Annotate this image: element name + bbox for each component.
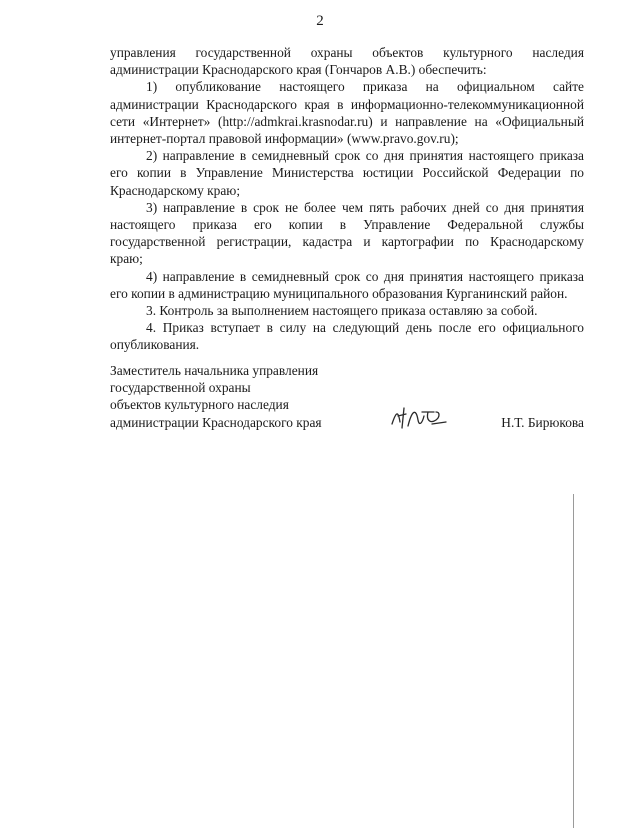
body-line: управления государственной охраны объектов культурного наследия	[110, 45, 584, 60]
signer-name: Н.Т. Бирюкова	[501, 414, 584, 430]
handwritten-signature	[388, 402, 450, 432]
signature-block	[110, 362, 584, 432]
body-line: настоящего приказа его копии в Управление Федеральной службы	[110, 217, 584, 233]
scan-artifact-line	[573, 494, 574, 828]
body-line: 4. Приказ вступает в силу на следующий день после его официального	[146, 320, 584, 336]
body-line: 4) направление в семидневный срок со дня принятия настоящего приказа	[146, 268, 584, 284]
signer-title-line: Заместитель начальника управления	[110, 363, 319, 378]
body-line: опубликования.	[110, 337, 200, 353]
body-line: 3. Контроль за выполнением настоящего приказа оставляю за собой.	[146, 303, 538, 319]
signature-row	[110, 414, 584, 432]
signer-title-line: администрации Краснодарского края	[110, 414, 322, 430]
signer-title-line: объектов культурного наследия	[110, 397, 289, 413]
body-line: его копии в Управление Министерства юстиции Российской Федерации по	[110, 165, 584, 181]
body-line: 2) направление в семидневный срок со дня принятия настоящего приказа	[146, 148, 584, 164]
body-line: администрации Краснодарского края в информационно-телекоммуникационной	[110, 96, 584, 112]
document-body	[110, 44, 584, 354]
body-line: 1) опубликование настоящего приказа на официальном сайте	[146, 79, 584, 95]
body-line: государственной регистрации, кадастра и картографии по Краснодарскому	[110, 234, 584, 250]
signer-title-line: государственной охраны	[110, 380, 251, 396]
body-line: Краснодарскому краю;	[110, 182, 241, 198]
body-line: сети «Интернет» (http://admkrai.krasnodar.ru) и направление на «Официальный	[110, 113, 584, 129]
body-line: администрации Краснодарского края (Гончаров А.В.) обеспечить:	[110, 62, 487, 78]
body-line: его копии в администрацию муниципального образования Курганинский район.	[110, 285, 568, 301]
body-line: интернет-портал правовой информации» (www.pravo.gov.ru);	[110, 131, 459, 147]
body-line: 3) направление в срок не более чем пять рабочих дней со дня принятия	[146, 199, 584, 215]
page-number: 2	[316, 13, 324, 29]
body-line: краю;	[110, 251, 143, 267]
